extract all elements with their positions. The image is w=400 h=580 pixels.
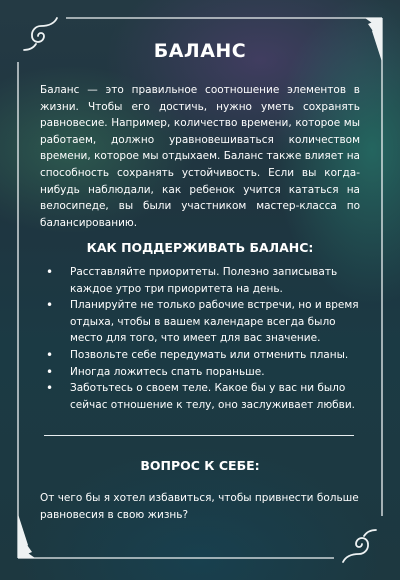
tip-item: • Позвольте себе передумать или отменить планы. <box>50 347 362 364</box>
question-text: От чего бы я хотел избавиться, чтобы привнести больше равновесия в свою жизнь? <box>40 492 359 521</box>
spiral-flourish-icon <box>343 530 376 562</box>
fan-corner-icon <box>18 514 35 558</box>
card-title: БАЛАНС <box>153 40 247 62</box>
intro-paragraph: Баланс — это правильное соотношение элементов в жизни. Чтобы его достичь, нужно уметь сохранять равновесие. Например, количество времени, которое мы работаем, должно уравновешиваться количеством времени, которое мы отдыхаем. Баланс также влияет на способность сохранять устойчивость. Если вы когда-нибудь наблюдали, как ребенок учится кататься на велосипеде, вы были участником мастер-класса по балансированию. <box>40 84 360 229</box>
tips-list <box>50 264 362 413</box>
tips-heading: КАК ПОДДЕРЖИВАТЬ БАЛАНС: <box>86 240 314 255</box>
tip-item: • Заботьтесь о своем теле. Какое бы у вас ни было сейчас отношение к телу, оно заслуживает любви. <box>50 380 362 413</box>
tip-item: • Расставляйте приоритеты. Полезно записывать каждое утро три приоритета на день. <box>50 264 362 297</box>
tip-item: • Планируйте не только рабочие встречи, но и время отдыха, чтобы в вашем календаре всегда было место для того, что имеет для вас значение. <box>50 297 362 347</box>
tip-item: • Иногда ложитесь спать пораньше. <box>50 364 362 381</box>
question-heading: ВОПРОС К СЕБЕ: <box>140 458 260 473</box>
section-divider <box>44 435 354 436</box>
